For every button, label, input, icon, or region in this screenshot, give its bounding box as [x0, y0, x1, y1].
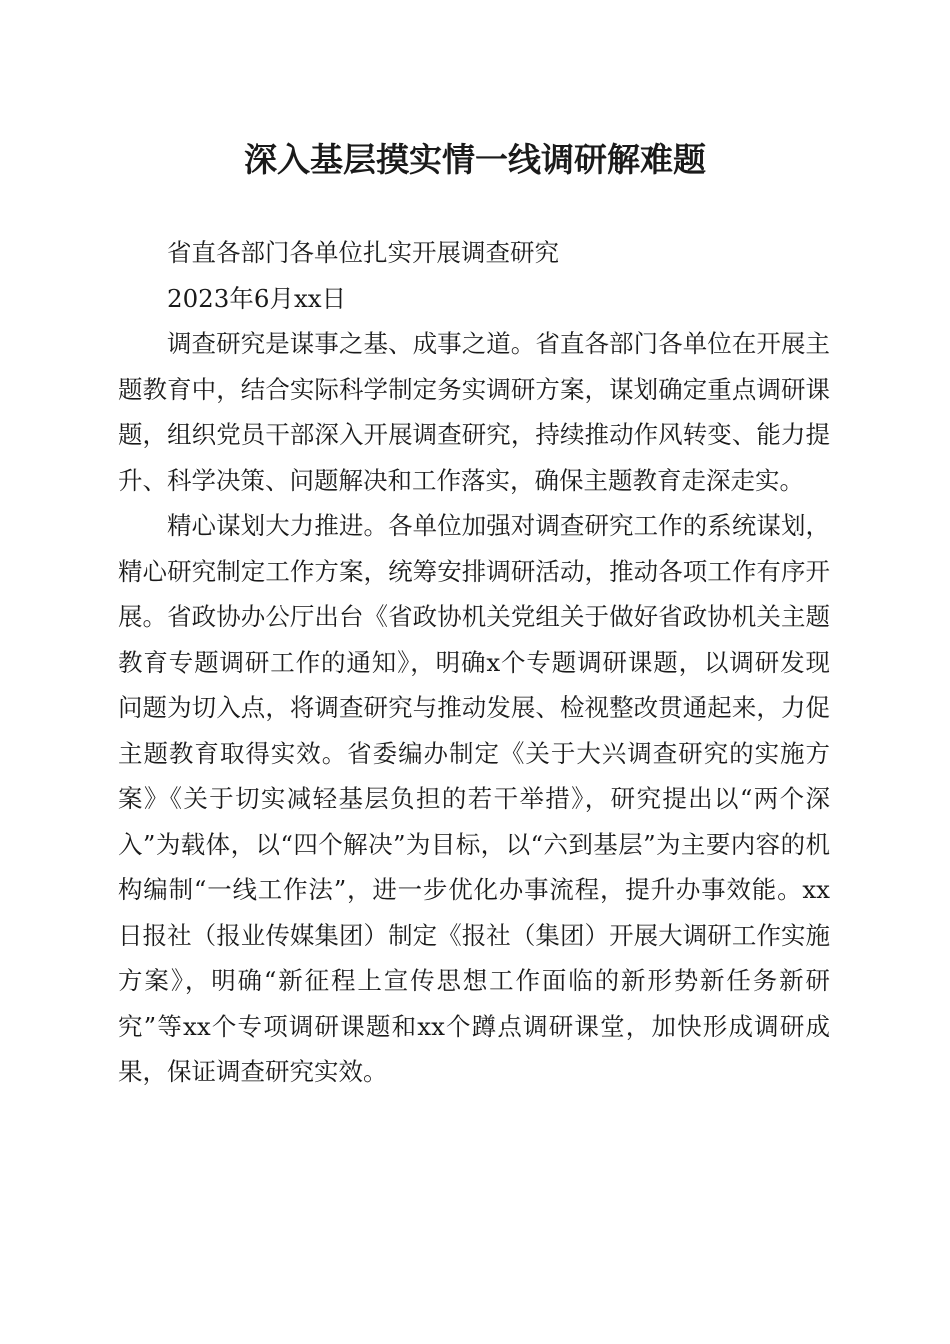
document-date: 2023年6月xx日 — [167, 283, 347, 313]
document-title: 深入基层摸实情一线调研解难题 — [244, 140, 706, 179]
paragraph-intro: 调查研究是谋事之基、成事之道。省直各部门各单位在开展主题教育中，结合实际科学制定务实调研方案，谋划确定重点调研课题，组织党员干部深入开展调查研究，持续推动作风转变、能力提升、科学决策、问题解决和工作落实，确保主题教育走深走实。 — [118, 329, 830, 495]
document-subtitle: 省直各部门各单位扎实开展调查研究 — [167, 238, 559, 267]
document-body — [118, 230, 830, 1095]
paragraph-planning: 精心谋划大力推进。各单位加强对调查研究工作的系统谋划，精心研究制定工作方案，统筹安排调研活动，推动各项工作有序开展。省政协办公厅出台《省政协机关党组关于做好省政协机关主题教育专题调研工作的通知》，明确x个专题调研课题，以调研发现问题为切入点，将调查研究与推动发展、检视整改贯通起来，力促主题教育取得实效。省委编办制定《关于大兴调查研究的实施方案》《关于切实减轻基层负担的若干举措》，研究提出以“两个深入”为载体，以“四个解决”为目标，以“六到基层”为主要内容的机构编制“一线工作法”，进一步优化办事流程，提升办事效能。xx日报社（报业传媒集团）制定《报社（集团）开展大调研工作实施方案》，明确“新征程上宣传思想工作面临的新形势新任务新研究”等xx个专项调研课题和xx个蹲点调研课堂，加快形成调研成果，保证调查研究实效。 — [118, 511, 830, 1086]
